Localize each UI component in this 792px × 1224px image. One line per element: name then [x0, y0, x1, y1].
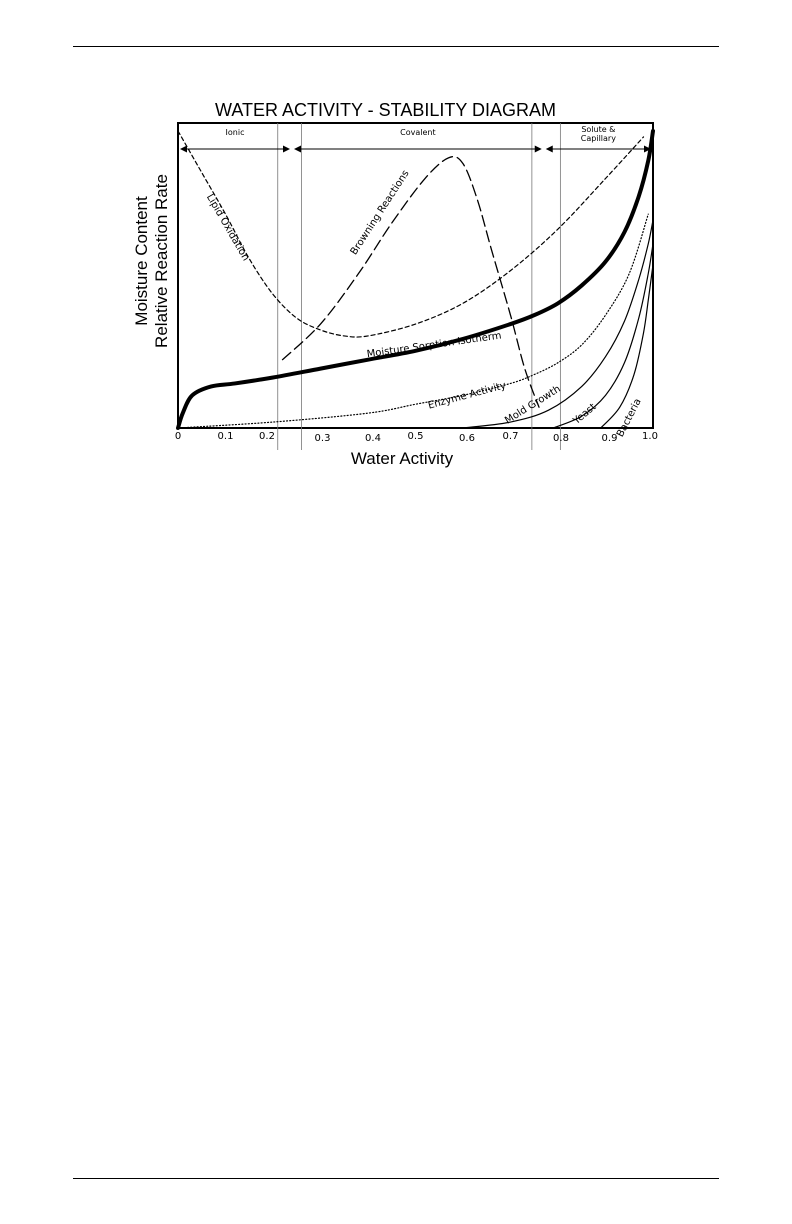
- x-tick-label: 0.2: [259, 431, 275, 442]
- chart-svg: [130, 88, 670, 478]
- stability-diagram: [130, 88, 670, 483]
- region-covalent-arrowhead-left: [294, 146, 301, 153]
- x-tick-label: 0: [174, 431, 182, 442]
- series-label-browning-reactions: Browning Reactions: [348, 168, 412, 258]
- x-axis-label: Water Activity: [350, 449, 454, 468]
- region-covalent-arrowhead-right: [535, 146, 542, 153]
- series-label-bacteria: Bacteria: [615, 396, 644, 439]
- x-tick-label: 0.1: [217, 431, 234, 442]
- series-label-moisture-sorption-isotherm: Moisture Sorption Isotherm: [366, 330, 503, 361]
- region-solute-capillary-label: Solute & Capillary: [580, 125, 616, 143]
- series-line-moisture-sorption-isotherm: [178, 131, 653, 428]
- y-axis-label-line2: Relative Reaction Rate: [152, 174, 171, 348]
- y-axis-label-line1: Moisture Content: [132, 196, 151, 326]
- chart-title: WATER ACTIVITY - STABILITY DIAGRAM: [215, 100, 557, 120]
- series-line-lipid-oxidation: [178, 131, 644, 337]
- series-label-mold-growth: Mold Growth: [503, 383, 563, 427]
- x-tick-label: 0.5: [407, 431, 424, 442]
- x-tick-label: 0.9: [601, 433, 618, 444]
- series-label-yeast: Yeast: [571, 401, 599, 427]
- series-label-lipid-oxidation: Lipid Oxidation: [203, 192, 252, 263]
- region-solute-capillary-arrowhead-left: [546, 146, 553, 153]
- series-line-enzyme-activity: [178, 214, 648, 428]
- x-tick-label: 0.6: [459, 433, 475, 444]
- region-ionic-arrowhead-left: [180, 146, 187, 153]
- x-tick-label: 0.8: [553, 433, 569, 444]
- footer-rule: [73, 1178, 719, 1179]
- x-tick-label: 0.7: [502, 431, 519, 442]
- header-rule: [73, 46, 719, 47]
- region-ionic-arrowhead-right: [283, 146, 290, 153]
- x-tick-label: 1.0: [642, 431, 658, 442]
- region-ionic-label: Ionic: [225, 128, 245, 137]
- region-covalent-label: Covalent: [400, 128, 436, 137]
- x-tick-label: 0.3: [314, 433, 331, 444]
- x-tick-label: 0.4: [365, 433, 381, 444]
- series-label-enzyme-activity: Enzyme Activity: [426, 380, 508, 412]
